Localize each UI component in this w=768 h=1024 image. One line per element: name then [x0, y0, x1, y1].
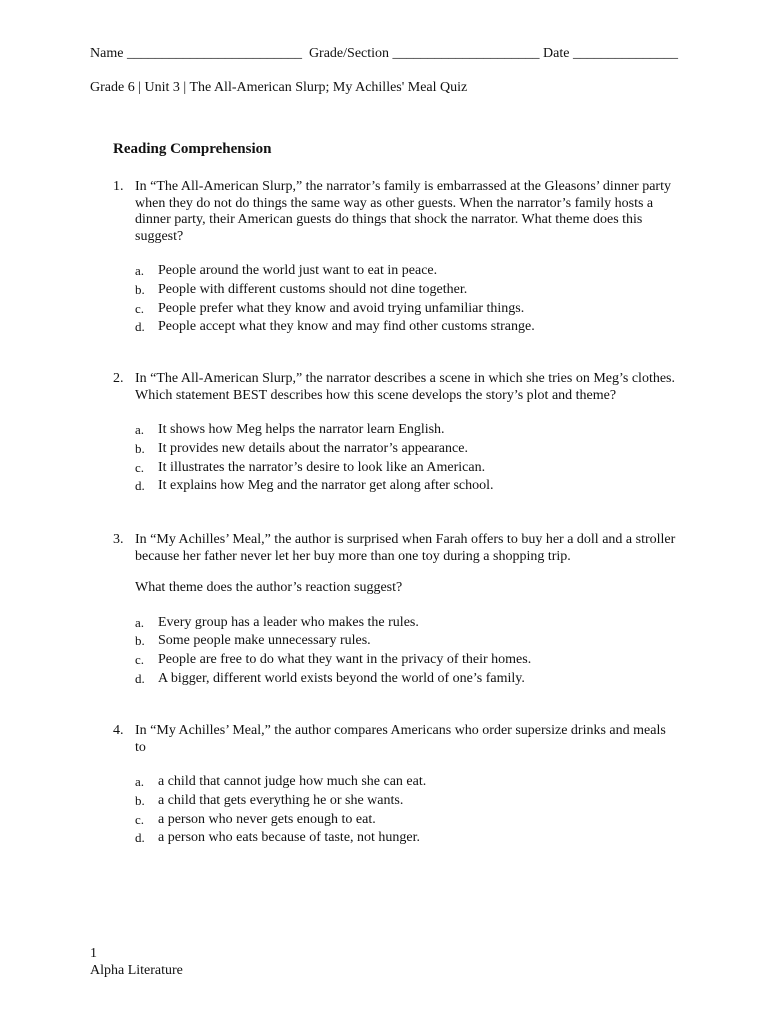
- answer-options: [135, 263, 678, 338]
- option-text: a person who eats because of taste, not hunger.: [158, 830, 421, 846]
- question-3: [113, 532, 678, 690]
- option-letter: d.: [135, 830, 145, 846]
- option-letter: a.: [135, 263, 145, 278]
- answer-option-c[interactable]: [135, 652, 678, 671]
- answer-option-d[interactable]: [135, 830, 678, 849]
- page-number: 1: [90, 946, 97, 961]
- answer-option-c[interactable]: [135, 812, 678, 831]
- question-number: 3.: [113, 532, 124, 547]
- answer-option-b[interactable]: [135, 441, 678, 460]
- answer-option-d[interactable]: [135, 671, 678, 690]
- answer-options: [135, 774, 678, 849]
- question-number: 2.: [113, 371, 124, 386]
- option-text: Every group has a leader who makes the rules.: [158, 614, 419, 630]
- option-text: People are free to do what they want in the privacy of their homes.: [158, 652, 532, 668]
- option-text: a child that gets everything he or she wants.: [158, 792, 404, 808]
- question-stem: In “My Achilles’ Meal,” the author compares Americans who order supersize drinks and meals to: [135, 723, 666, 755]
- answer-option-a[interactable]: [135, 615, 678, 634]
- answer-option-a[interactable]: [135, 774, 678, 793]
- answer-option-c[interactable]: [135, 460, 678, 479]
- name-blank[interactable]: _________________________: [126, 46, 302, 61]
- option-text: A bigger, different world exists beyond the world of one’s family.: [158, 670, 525, 686]
- option-letter: a.: [135, 774, 145, 789]
- option-letter: b.: [135, 792, 145, 808]
- question-number: 1.: [113, 179, 124, 194]
- option-letter: a.: [135, 614, 145, 630]
- question-4: [113, 723, 678, 849]
- answer-option-d[interactable]: [135, 478, 678, 497]
- answer-option-d[interactable]: [135, 319, 678, 338]
- option-letter: b.: [135, 633, 145, 649]
- publisher-name: Alpha Literature: [90, 962, 183, 978]
- question-stem: In “The All-American Slurp,” the narrator describes a scene in which she tries on Meg’s clothes. Which statement BEST describes how this scene develops the story’s plot and theme?: [135, 371, 675, 403]
- student-info-line: [90, 46, 678, 63]
- question-number: 4.: [113, 723, 124, 738]
- question-1: [113, 179, 678, 338]
- option-text: People with different customs should not dine together.: [158, 281, 468, 297]
- option-letter: b.: [135, 281, 145, 297]
- option-letter: c.: [135, 459, 145, 475]
- name-label: Name: [90, 46, 124, 61]
- option-letter: c.: [135, 811, 145, 827]
- subtitle-quiz-title: The All-American Slurp; My Achilles' Meal Quiz: [189, 80, 468, 95]
- grade-section-label: Grade/Section: [308, 46, 390, 61]
- page-footer: [90, 946, 183, 979]
- question-followup: What theme does the author’s reaction suggest?: [135, 580, 403, 595]
- option-text: It illustrates the narrator’s desire to look like an American.: [158, 459, 486, 475]
- option-text: a child that cannot judge how much she can eat.: [158, 774, 427, 789]
- answer-option-a[interactable]: [135, 263, 678, 282]
- option-text: Some people make unnecessary rules.: [158, 633, 371, 649]
- section-title: Reading Comprehension: [113, 141, 272, 157]
- option-text: People accept what they know and may find other customs strange.: [158, 319, 535, 335]
- answer-option-c[interactable]: [135, 301, 678, 320]
- answer-option-b[interactable]: [135, 793, 678, 812]
- answer-options: [135, 422, 678, 497]
- option-text: People around the world just want to eat in peace.: [158, 263, 438, 278]
- option-text: People prefer what they know and avoid trying unfamiliar things.: [158, 300, 525, 316]
- question-stem: In “My Achilles’ Meal,” the author is surprised when Farah offers to buy her a doll and a stroller because her father never let her buy more than one toy during a shopping trip.: [135, 532, 676, 564]
- date-blank[interactable]: _______________: [572, 46, 678, 61]
- option-letter: b.: [135, 440, 145, 456]
- option-letter: c.: [135, 652, 145, 668]
- subtitle-grade-unit: Grade 6 | Unit 3 |: [90, 80, 187, 95]
- option-text: It shows how Meg helps the narrator learn English.: [158, 422, 445, 437]
- option-letter: a.: [135, 422, 145, 437]
- option-letter: d.: [135, 319, 145, 335]
- answer-option-b[interactable]: [135, 282, 678, 301]
- answer-option-a[interactable]: [135, 422, 678, 441]
- option-letter: c.: [135, 300, 145, 316]
- question-2: [113, 371, 678, 497]
- date-label: Date: [543, 46, 570, 61]
- question-stem: In “The All-American Slurp,” the narrator’s family is embarrassed at the Gleasons’ dinner party when they do not do things the same way as other guests. When the narrator’s family hosts a dinner party, their American guests do things that shock the narrator. What theme does this suggest?: [135, 179, 671, 244]
- grade-section-blank[interactable]: _____________________: [392, 46, 540, 61]
- quiz-subtitle: [90, 80, 467, 97]
- option-text: It explains how Meg and the narrator get along after school.: [158, 478, 494, 494]
- option-text: It provides new details about the narrator’s appearance.: [158, 440, 468, 456]
- answer-option-b[interactable]: [135, 633, 678, 652]
- option-letter: d.: [135, 670, 145, 686]
- option-letter: d.: [135, 478, 145, 494]
- answer-options: [135, 615, 678, 690]
- option-text: a person who never gets enough to eat.: [158, 811, 376, 827]
